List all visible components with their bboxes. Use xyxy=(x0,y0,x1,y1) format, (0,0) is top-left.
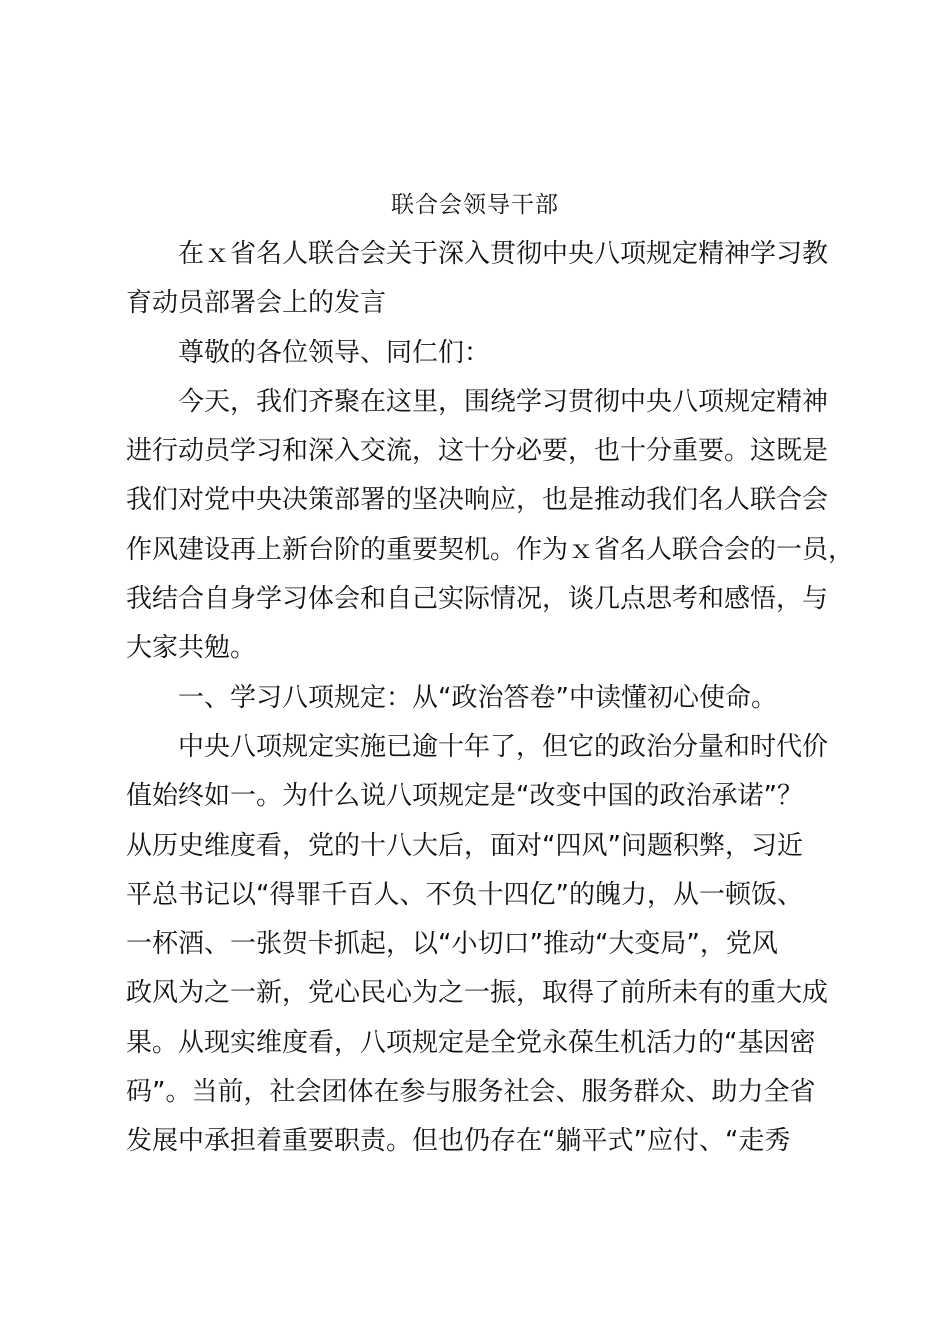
document-body xyxy=(126,230,855,1167)
paragraph-line: 值始终如一。为什么说八项规定是“改变中国的政治承诺”？ xyxy=(126,781,803,812)
salutation: 尊敬的各位领导、同仁们： xyxy=(178,337,491,368)
paragraph-line: 从历史维度看，党的十八大后，面对“四风”问题积弊，习近 xyxy=(126,830,803,861)
paragraph-line: 发展中承担着重要职责。但也仍存在“躺平式”应付、“走秀 xyxy=(126,1126,791,1157)
paragraph-line: 作风建设再上新台阶的重要契机。作为ｘ省名人联合会的一员， xyxy=(126,534,855,565)
section-heading: 一、学习八项规定：从“政治答卷”中读懂初心使命。 xyxy=(178,682,777,713)
paragraph-line: 一杯酒、一张贺卡抓起，以“小切口”推动“大变局”，党风 xyxy=(126,929,778,960)
paragraph-line: 我结合自身学习体会和自己实际情况，谈几点思考和感悟，与 xyxy=(126,584,829,615)
paragraph-line: 码”。当前，社会团体在参与服务社会、服务群众、助力全省 xyxy=(126,1077,816,1108)
paragraph-line: 今天，我们齐聚在这里，围绕学习贯彻中央八项规定精神 xyxy=(178,386,829,417)
paragraph-line: 进行动员学习和深入交流，这十分必要，也十分重要。这既是 xyxy=(126,436,829,467)
title-line-1: 在ｘ省名人联合会关于深入贯彻中央八项规定精神学习教 xyxy=(178,239,829,269)
paragraph-line: 政风为之一新，党心民心为之一振，取得了前所未有的重大成 xyxy=(126,978,829,1009)
paragraph-line: 平总书记以“得罪千百人、不负十四亿”的魄力，从一顿饭、 xyxy=(126,879,803,910)
paragraph-line: 果。从现实维度看，八项规定是全党永葆生机活力的“基因密 xyxy=(126,1027,816,1058)
document-subtitle: 联合会领导干部 xyxy=(391,192,559,218)
paragraph-line: 中央八项规定实施已逾十年了，但它的政治分量和时代价 xyxy=(178,731,829,762)
paragraph-line: 大家共勉。 xyxy=(126,633,257,664)
title-line-2: 育动员部署会上的发言 xyxy=(126,288,387,319)
paragraph-line: 我们对党中央决策部署的坚决响应，也是推动我们名人联合会 xyxy=(126,485,829,516)
